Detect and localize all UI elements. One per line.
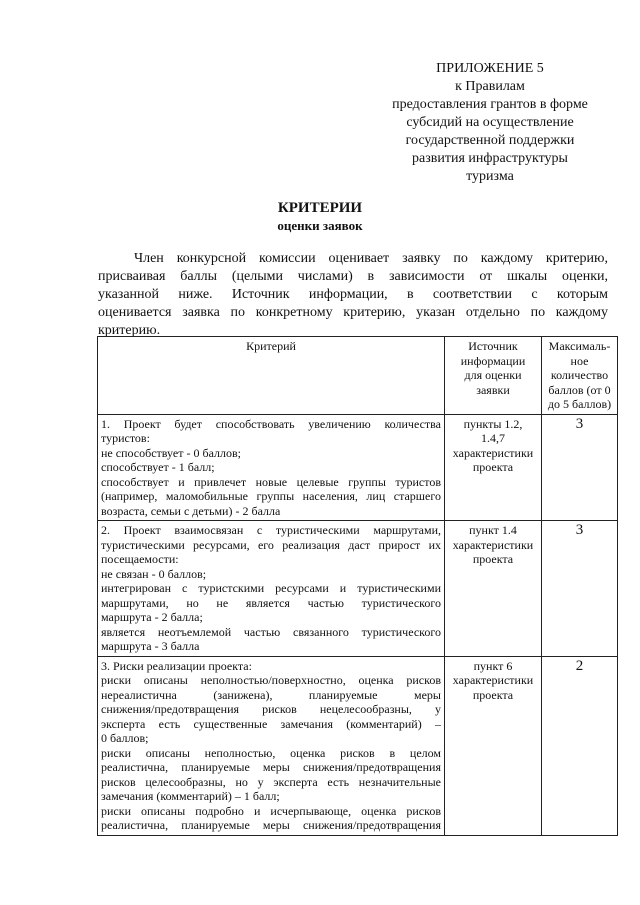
appendix-line: к Правилам — [455, 79, 525, 94]
criterion-line: 2. Проект взаимосвязан с туристическими маршрутами, — [101, 523, 441, 537]
criterion-line: риски описаны подробно и исчерпывающе, оценка рисков — [101, 803, 441, 818]
header-criterion: Критерий — [98, 337, 445, 415]
header-max-line: Максималь- — [548, 339, 611, 353]
criterion-line: риски описаны неполностью/поверхностно, оценка рисков — [101, 673, 441, 687]
header-source-line: для оценки — [464, 368, 522, 382]
criterion-line: маршрутами, но не является частью туристического — [101, 595, 441, 610]
criterion-line: является неотъемлемой частью связанного туристического — [101, 624, 441, 639]
header-max-line: баллов (от 0 — [548, 382, 611, 397]
source-line: пункт 6 — [473, 658, 513, 673]
criterion-cell — [98, 414, 445, 521]
table-row — [98, 521, 618, 657]
intro-line: оценивается заявка по конкретному критерию, указан отдельно по каждому — [98, 305, 608, 320]
source-line: проекта — [472, 552, 514, 566]
table-row — [98, 656, 618, 835]
document-subtitle: оценки заявок — [277, 218, 363, 233]
criterion-line: риски описаны неполностью, оценка рисков в целом — [101, 745, 441, 760]
appendix-line: туризма — [466, 169, 514, 184]
header-max-line: до 5 баллов) — [547, 397, 612, 411]
criterion-line: эксперта есть существенные замечания (комментарий) – — [101, 716, 441, 731]
intro-line: критерию. — [98, 323, 161, 338]
header-source-line: заявки — [476, 382, 510, 397]
header-max-line: ное — [570, 353, 589, 368]
criterion-line: реалистична, планируемые меры снижения/предотвращения — [101, 818, 441, 832]
table-header-row — [98, 337, 618, 415]
max-score-cell: 2 — [542, 656, 618, 835]
appendix-header — [370, 60, 610, 186]
criterion-line: нереалистична (занижена), планируемые меры — [101, 687, 441, 702]
criterion-line: 1. Проект будет способствовать увеличению количества — [101, 416, 441, 431]
source-line: характеристики — [452, 673, 534, 687]
criterion-line: 0 баллов; — [101, 731, 149, 745]
source-line: проекта — [472, 687, 514, 702]
intro-line: Член конкурсной комиссии оценивает заявку по каждому критерию, — [134, 251, 608, 266]
source-line: пункты 1.2, — [463, 416, 523, 431]
criterion-line: посещаемости: — [101, 552, 179, 566]
source-line: 1.4,7 — [481, 431, 505, 445]
header-source-line: Источник — [468, 339, 518, 353]
appendix-line: развития инфраструктуры — [412, 151, 568, 166]
criterion-line: не способствует - 0 баллов; — [101, 445, 241, 460]
criterion-line: туристов: — [101, 431, 150, 445]
source-line: пункт 1.4 — [469, 523, 517, 537]
criterion-line: способствует и привлечет новые целевые группы туристов — [101, 474, 441, 489]
appendix-line: субсидий на осуществление — [406, 115, 574, 130]
criteria-table — [97, 336, 618, 836]
criterion-line: способствует - 1 балл; — [101, 460, 215, 474]
header-max-score — [542, 337, 618, 415]
max-score-cell: 3 — [542, 521, 618, 657]
criterion-cell — [98, 656, 445, 835]
header-source — [445, 337, 542, 415]
criterion-line: реалистична, планируемые меры снижения/предотвращения — [101, 760, 441, 774]
header-max-line: количество — [550, 368, 609, 382]
criterion-line: маршрута - 3 балла — [101, 639, 200, 653]
criterion-line: 3. Риски реализации проекта: — [101, 658, 252, 673]
source-line: характеристики — [452, 537, 534, 552]
source-cell — [445, 656, 542, 835]
appendix-line: ПРИЛОЖЕНИЕ 5 — [436, 61, 544, 76]
appendix-line: государственной поддержки — [405, 133, 575, 148]
intro-line: указанной ниже. Источник информации, в соответствии с которым — [98, 287, 608, 302]
criterion-line: туристическими ресурсами, его реализация даст прирост их — [101, 537, 441, 552]
criterion-line: (например, маломобильные группы населения, лиц старшего — [101, 489, 441, 503]
intro-paragraph — [98, 250, 608, 340]
intro-line: присваивая баллы (целыми числами) в зависимости от шкалы оценки, — [98, 269, 608, 284]
document-title: КРИТЕРИИ — [277, 200, 363, 216]
header-source-line: информации — [460, 353, 526, 368]
source-cell — [445, 414, 542, 521]
criterion-line: интегрирован с туристскими ресурсами и туристическими — [101, 581, 441, 595]
criterion-line: рисков целесообразны, но у эксперта есть незначительные — [101, 774, 441, 789]
max-score-cell: 3 — [542, 414, 618, 521]
table-row — [98, 414, 618, 521]
criterion-line: возраста, семьи с детьми) - 2 балла — [101, 503, 281, 518]
criterion-line: замечания (комментарий) – 1 балл; — [101, 789, 280, 803]
source-cell — [445, 521, 542, 657]
criterion-line: не связан - 0 баллов; — [101, 566, 207, 581]
criterion-line: снижения/предотвращения рисков нецелесообразны, у — [101, 702, 441, 716]
source-line: характеристики — [452, 445, 534, 460]
criterion-line: маршрута - 2 балла; — [101, 610, 203, 624]
criterion-cell — [98, 521, 445, 657]
appendix-line: предоставления грантов в форме — [392, 97, 588, 112]
source-line: проекта — [472, 460, 514, 474]
